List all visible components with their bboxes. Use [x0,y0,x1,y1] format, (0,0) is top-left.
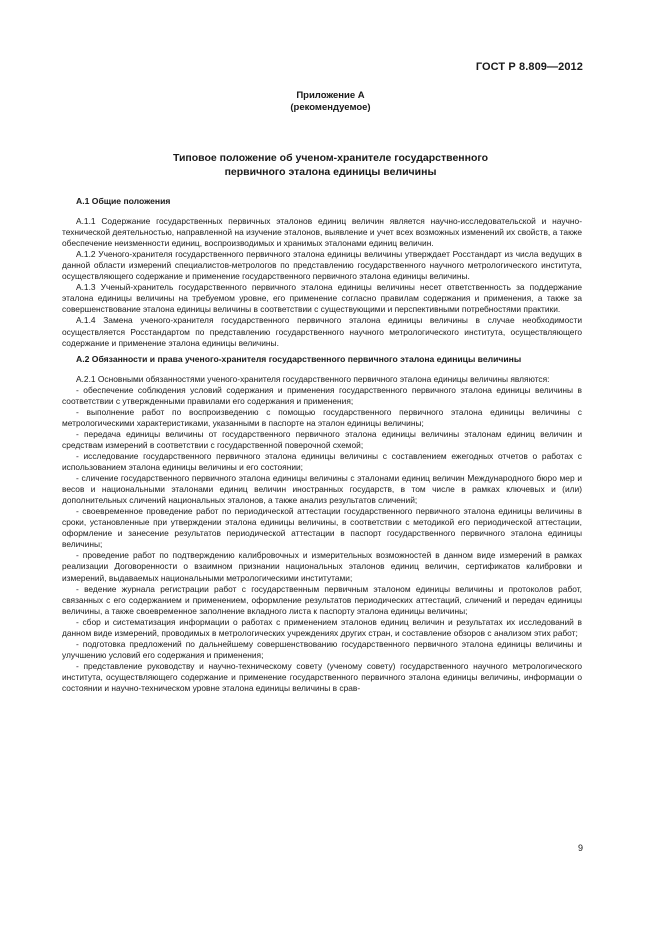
paragraph: А.1.1 Содержание государственных первичных эталонов единиц величин является научно-исследовательской и научно-технической деятельностью, направленной на изучение эталонов, выявление и учет всех возможных изменений их свойств, а также обеспечение неизменности единиц, воспроизводимых и хранимых эталонами единиц величин. [62,216,582,249]
list-item: - ведение журнала регистрации работ с государственным первичным эталоном единицы величины и протоколов работ, связанных с его содержанием и применением, оформление результатов периодических аттестаций, сличений и передач единицы величины, а также своевременное заполнение вкладного листа к паспорту эталона единицы величины; [62,583,582,616]
title-line-2: первичного эталона единицы величины [224,165,437,178]
paragraph: А.1.3 Ученый-хранитель государственного первичного эталона единицы величины несет ответственность за поддержание эталона единицы величины на требуемом уровне, его применение согласно правилам содержания и применения, а также за совершенствование эталона единицы величины в соответствии с существующими и перспективными потребностями практики. [62,282,582,315]
page-number: 9 [577,843,583,853]
list-item: - подготовка предложений по дальнейшему совершенствованию государственного первичного эталона единицы величины и улучшению условий его содержания и применения; [62,638,582,660]
list-item: - своевременное проведение работ по периодической аттестации государственного первичного эталона единицы величины в сроки, установленные при утверждении эталона единицы величины, в соответствии с методикой его периодической аттестации, оформление и занесение результатов периодической аттестации в паспорт государственного первичного эталона единицы величины; [62,506,582,550]
appendix-subtitle: (рекомендуемое) [290,102,371,113]
list-item: - исследование государственного первичного эталона единицы величины с составлением ежегодных отчетов о работах с использованием эталона единицы величины и его состоянии; [62,450,582,473]
list-item: - обеспечение соблюдения условий содержания и применения государственного первичного эталона единицы величины в соответствии с утвержденными правилами его содержания и применения; [62,384,582,406]
title-line-1: Типовое положение об ученом-хранителе государственного [172,152,489,164]
appendix-title: Приложение А [296,90,365,101]
paragraph: А.1.4 Замена ученого-хранителя государственного первичного эталона единицы величины в случае необходимости осуществляется Росстандартом по представлению государственного научного метрологического института, осуществляющего содержание и применение эталона единицы величины. [62,315,582,348]
paragraph: А.2.1 Основными обязанностями ученого-хранителя государственного первичного эталона единицы величины являются: [76,373,550,384]
appendix-heading [0,90,661,114]
list-item: - проведение работ по подтверждению калибровочных и измерительных возможностей в данном виде измерений в рамках реализации Договоренности о взаимном признании национальных эталонов единиц величин, сертификатов калибровки и измерений, выдаваемых национальными метрологическими институтами; [62,550,582,583]
list-item: - сбор и систематизация информации о работах с применением эталонов единиц величин и результатах их исследований в данном виде измерений, проводимых в метрологических учреждениях других стран, и составление обзоров с анализом этих работ; [62,616,582,638]
list-item: - представление руководству и научно-техническому совету (ученому совету) государственного научного метрологического института, осуществляющего содержание и применение государственного первичного эталона единицы величины, информации о состоянии и научно-техническом уровне эталона единицы величины в срав- [62,660,582,693]
list-item: - выполнение работ по воспроизведению с помощью государственного первичного эталона единицы величины с метрологическими характеристиками, указанными в паспорте на эталон единицы величины; [62,406,582,428]
section-2-heading: А.2 Обязанности и права ученого-хранителя государственного первичного эталона единицы величины [76,353,522,364]
paragraph: А.1.2 Ученого-хранителя государственного первичного эталона единицы величины утверждает Росстандарт из числа ведущих в данной области измерений специалистов-метрологов по представлению государственного научного метрологического института, осуществляющего содержание и применение государственного первичного эталона единицы величины. [62,249,582,282]
list-item: - передача единицы величины от государственного первичного эталона единицы величины эталонам единиц величин и средствам измерений в соответствии с государственной поверочной схемой; [62,428,582,450]
body-text [62,196,582,694]
section-1-heading: А.1 Общие положения [76,196,171,206]
document-title [0,152,661,179]
document-code: ГОСТ Р 8.809—2012 [475,61,583,73]
list-item: - сличение государственного первичного эталона единицы величины с эталонами единиц величин Международного бюро мер и весов и национальными эталонами единиц величин иностранных государств, в том числе в рамках ключевых и (или) дополнительных сличений национальных эталонов, а также анализ результатов сличений; [62,473,582,506]
